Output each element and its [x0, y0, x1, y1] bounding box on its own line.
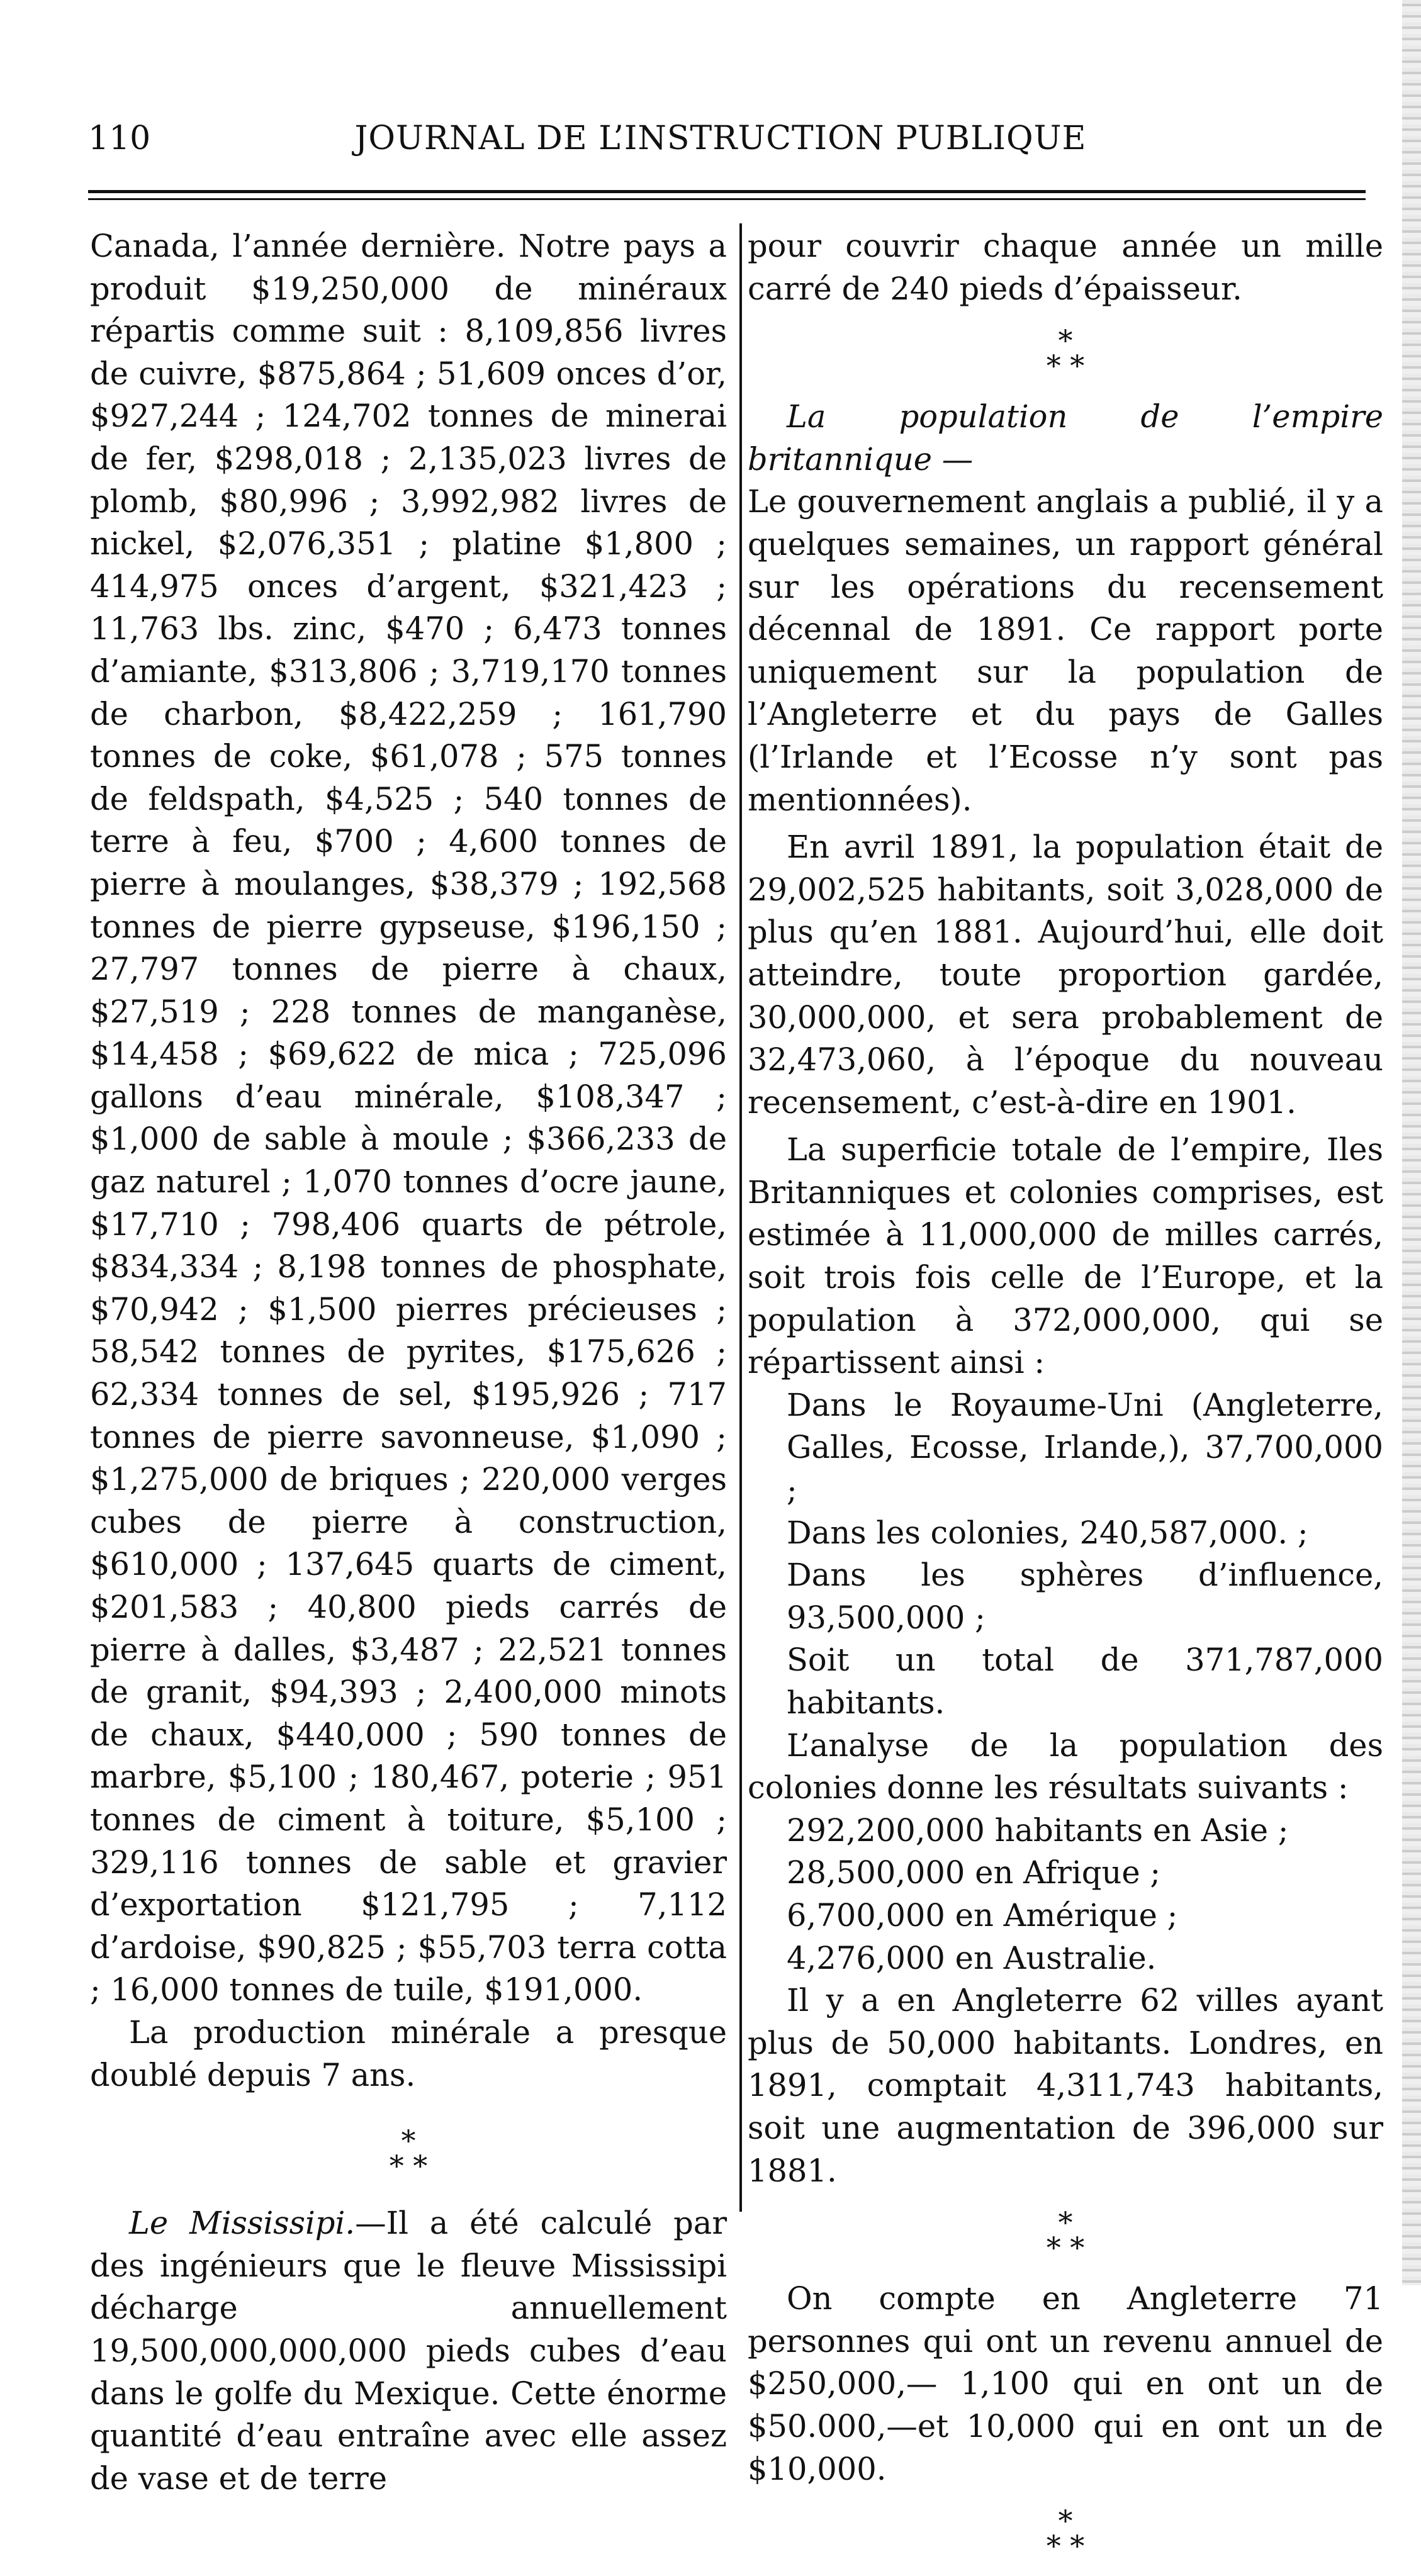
population-paragraph-3: La superficie totale de l’empire, Iles Britanniques et colonies comprises, est estimée à 11,000,000 de milles carrés, soit trois fois celle de l’Europe, et la population à 372,000,000, qui se répartissent ainsi :	[748, 1131, 1383, 1381]
list-item: Dans les sphères d’influence, 93,500,000 ;	[787, 1557, 1383, 1636]
list-item: 292,200,000 habitants en Asie ;	[787, 1812, 1289, 1849]
list-item: 6,700,000 en Amérique ;	[787, 1896, 1178, 1934]
page-edge-shadow	[1402, 0, 1421, 2285]
doubled-paragraph: La production minérale a presque doublé depuis 7 ans.	[90, 2013, 727, 2093]
list-item: 28,500,000 en Afrique ;	[787, 1854, 1161, 1891]
separator-stars-bottom: * *	[1046, 349, 1085, 383]
header-rule-thin	[88, 198, 1366, 200]
population-paragraph-2: En avril 1891, la population était de 29,002,525 habitants, soit 3,028,000 de plus qu’en 1881. Aujourd’hui, elle doit atteindre, toute proportion gardée, 30,000,000, et sera probablement de 32,473,060, à l’époque du nouveau recensement, c’est-à-dire en 1901.	[748, 829, 1383, 1121]
header-rule-thick	[88, 190, 1366, 193]
section-separator	[748, 2504, 1383, 2563]
section-separator	[748, 323, 1383, 383]
separator-star-top: *	[401, 2124, 416, 2158]
column-divider	[739, 223, 742, 2212]
income-paragraph: On compte en Angleterre 71 personnes qui ont un revenu annuel de $250,000,— 1,100 qui en ont un de $50.000,—et 10,000 qui en ont un de $10,000.	[748, 2280, 1383, 2487]
right-column	[748, 225, 1383, 2576]
population-title: La population de l’empire britannique —	[748, 398, 1383, 478]
left-column	[90, 225, 727, 2500]
minerals-paragraph: Canada, l’année dernière. Notre pays a produit $19,250,000 de minéraux répartis comme suit : 8,109,856 livres de cuivre, $875,864 ; 51,609 onces d’or, $927,244 ; 124,702 tonnes de minerai de fer, $298,018 ; 2,135,023 livres de plomb, $80,996 ; 3,992,982 livres de nickel, $2,076,351 ; platine $1,800 ; 414,975 onces d’argent, $321,423 ; 11,763 lbs. zinc, $470 ; 6,473 tonnes d’amiante, $313,806 ; 3,719,170 tonnes de charbon, $8,422,259 ; 161,790 tonnes de coke, $61,078 ; 575 tonnes de feldspath, $4,525 ; 540 tonnes de terre à feu, $700 ; 4,600 tonnes de pierre à moulanges, $38,379 ; 192,568 tonnes de pierre gypseuse, $196,150 ; 27,797 tonnes de pierre à chaux, $27,519 ; 228 tonnes de manganèse, $14,458 ; $69,622 de mica ; 725,096 gallons d’eau minérale, $108,347 ; $1,000 de sable à moule ; $366,233 de gaz naturel ; 1,070 tonnes d’ocre jaune, $17,710 ; 798,406 quarts de pétrole, $834,334 ; 8,198 tonnes de phosphate, $70,942 ; $1,500 pierres précieuses ; 58,542 tonnes de pyrites, $175,626 ; 62,334 tonnes de sel, $195,926 ; 717 tonnes de pierre savonneuse, $1,090 ; $1,275,000 de briques ; 220,000 verges cubes de pierre à construction, $610,000 ; 137,645 quarts de ciment, $201,583 ; 40,800 pieds carrés de pierre à dalles, $3,487 ; 22,521 tonnes de granit, $94,393 ; 2,400,000 minots de chaux, $440,000 ; 590 tonnes de marbre, $5,100 ; 180,467, poterie ; 951 tonnes de ciment à toiture, $5,100 ; 329,116 tonnes de sable et gravier d’exportation $121,795 ; 7,112 d’ardoise, $90,825 ; $55,703 terra cotta ; 16,000 tonnes de tuile, $191,000.	[90, 228, 727, 2008]
separator-star-top: *	[1058, 2205, 1073, 2240]
separator-star-top: *	[1058, 323, 1073, 358]
list-item: Dans le Royaume-Uni (Angleterre, Galles, Ecosse, Irlande,), 37,700,000 ;	[787, 1386, 1383, 1509]
separator-stars-bottom: * *	[1046, 2231, 1085, 2265]
list-item: Soit un total de 371,787,000 habitants.	[787, 1642, 1383, 1721]
running-title: JOURNAL DE L’INSTRUCTION PUBLIQUE	[354, 120, 1087, 157]
separator-star-top: *	[1058, 2504, 1073, 2538]
population-paragraph-1: Le gouvernement anglais a publié, il y a quelques semaines, un rapport général sur les opérations du recensement décennal de 1891. Ce rapport porte uniquement sur la population de l’Angleterre et du pays de Galles (l’Irlande et l’Ecosse n’y sont pas mentionnées).	[748, 483, 1383, 818]
separator-stars-bottom: * *	[1046, 2529, 1085, 2563]
colonies-list	[748, 1810, 1383, 1980]
mississippi-paragraph	[90, 2202, 727, 2500]
list-item: 4,276,000 en Australie.	[787, 1939, 1157, 1976]
mississippi-title: Le Mississipi.	[129, 2205, 356, 2242]
colonies-intro: L’analyse de la population des colonies donne les résultats suivants :	[748, 1727, 1383, 1806]
separator-stars-bottom: * *	[389, 2149, 428, 2183]
page-header	[88, 120, 1353, 170]
section-separator	[748, 2205, 1383, 2265]
continuation-paragraph: pour couvrir chaque année un mille carré de 240 pieds d’épaisseur.	[748, 228, 1383, 307]
page-number: 110	[88, 120, 151, 157]
section-separator	[90, 2114, 727, 2185]
cities-paragraph: Il y a en Angleterre 62 villes ayant plus de 50,000 habitants. Londres, en 1891, comptait 4,311,743 habitants, soit une augmentation de 396,000 sur 1881.	[748, 1982, 1383, 2189]
mississippi-text: —Il a été calculé par des ingénieurs que le fleuve Mississipi décharge annuellement 19,500,000,000,000 pieds cubes d’eau dans le golfe du Mexique. Cette énorme quantité d’eau entraîne avec elle assez de vase et de terre	[90, 2205, 727, 2497]
list-item: Dans les colonies, 240,587,000. ;	[787, 1514, 1308, 1551]
distribution-list	[748, 1384, 1383, 1725]
